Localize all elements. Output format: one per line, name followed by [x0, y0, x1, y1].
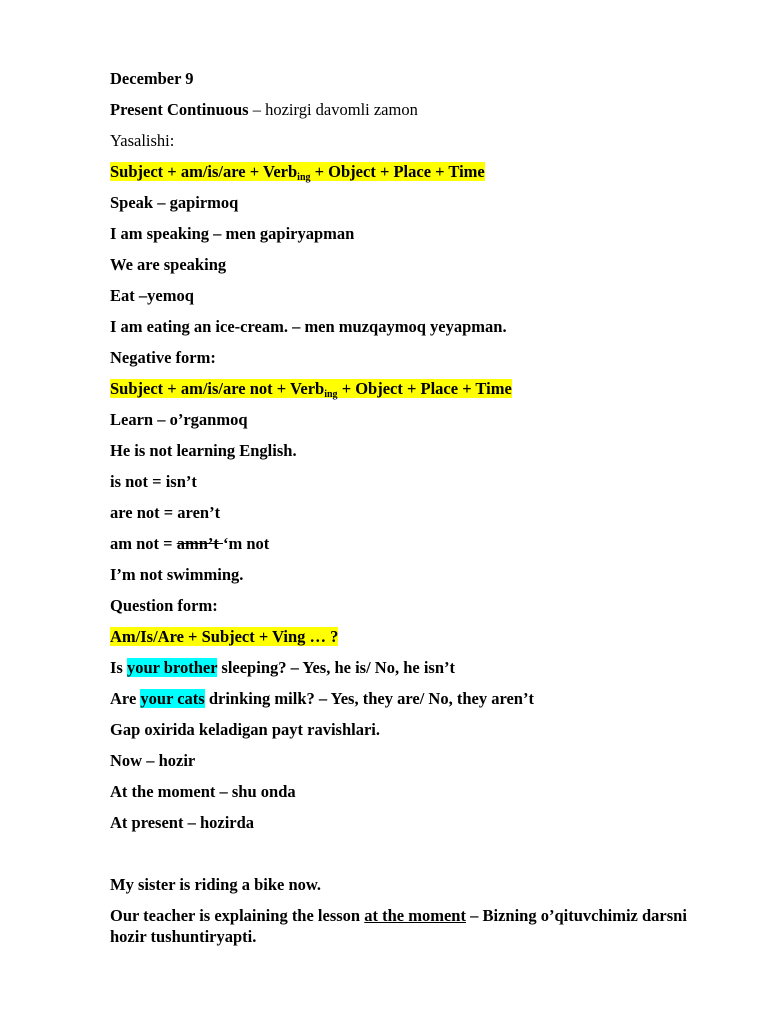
formula-negative-subscript: ing [324, 389, 338, 400]
example-q2-post: drinking milk? – Yes, they are/ No, they aren’t [204, 689, 534, 708]
formula-question-highlight: Am/Is/Are + Subject + Ving … ? [110, 627, 339, 646]
blank-line [110, 843, 710, 874]
example-q2-highlight: your cats [140, 689, 205, 708]
date-heading: December 9 [110, 69, 194, 88]
example-teacher [110, 905, 710, 947]
text-line: I’m not swimming. [110, 565, 244, 584]
formula-affirmative-highlight [110, 162, 485, 181]
negative-form-heading: Negative form: [110, 348, 216, 367]
text-line: are not = aren’t [110, 503, 221, 522]
example-teacher-underlined: at the moment [364, 906, 466, 925]
formula-negative-post: + Object + Place + Time [337, 379, 512, 398]
example-question-1 [110, 657, 710, 688]
text-line: Eat –yemoq [110, 286, 194, 305]
formula-negative-pre: Subject + am/is/are not + Verb [110, 379, 325, 398]
text-line: Learn – o’rganmoq [110, 410, 248, 429]
formula-question [110, 626, 710, 657]
title-translation: – hozirgi davomli zamon [248, 100, 418, 119]
example-question-2 [110, 688, 710, 719]
text-line: is not = isn’t [110, 472, 197, 491]
formula-negative [110, 378, 710, 409]
text-line: Now – hozir [110, 751, 196, 770]
text-line: Gap oxirida keladigan payt ravishlari. [110, 720, 380, 739]
example-q1-post: sleeping? – Yes, he is/ No, he isn’t [217, 658, 456, 677]
text-line: I am eating an ice-cream. – men muzqaymoq yeyapman. [110, 317, 507, 336]
example-teacher-pre: Our teacher is explaining the lesson [110, 906, 365, 925]
text-line: At present – hozirda [110, 813, 255, 832]
example-q2-pre: Are [110, 689, 141, 708]
am-not-line [110, 533, 710, 564]
formula-affirmative [110, 161, 710, 192]
am-not-pre: am not = [110, 534, 177, 553]
text-line: He is not learning English. [110, 441, 297, 460]
text-line: We are speaking [110, 255, 227, 274]
example-q1-pre: Is [110, 658, 127, 677]
formula-affirmative-subscript: ing [297, 172, 311, 183]
example-teacher-post: – Bizning o’qituvchimiz darsni hozir tushuntiryapti. [110, 906, 687, 946]
example-sister: My sister is riding a bike now. [110, 875, 322, 894]
text-line: Speak – gapirmoq [110, 193, 239, 212]
question-form-heading: Question form: [110, 596, 218, 615]
document-body [110, 68, 710, 947]
am-not-struck: amn’t [176, 534, 223, 553]
example-q1-highlight: your brother [126, 658, 218, 677]
text-line: I am speaking – men gapiryapman [110, 224, 355, 243]
title-term: Present Continuous [110, 100, 249, 119]
am-not-post: ‘m not [223, 534, 270, 553]
title-line [110, 99, 710, 130]
formula-affirmative-post: + Object + Place + Time [310, 162, 485, 181]
text-line: At the moment – shu onda [110, 782, 296, 801]
formula-negative-highlight [110, 379, 512, 398]
formula-affirmative-pre: Subject + am/is/are + Verb [110, 162, 298, 181]
yasalishi-label: Yasalishi: [110, 131, 175, 150]
